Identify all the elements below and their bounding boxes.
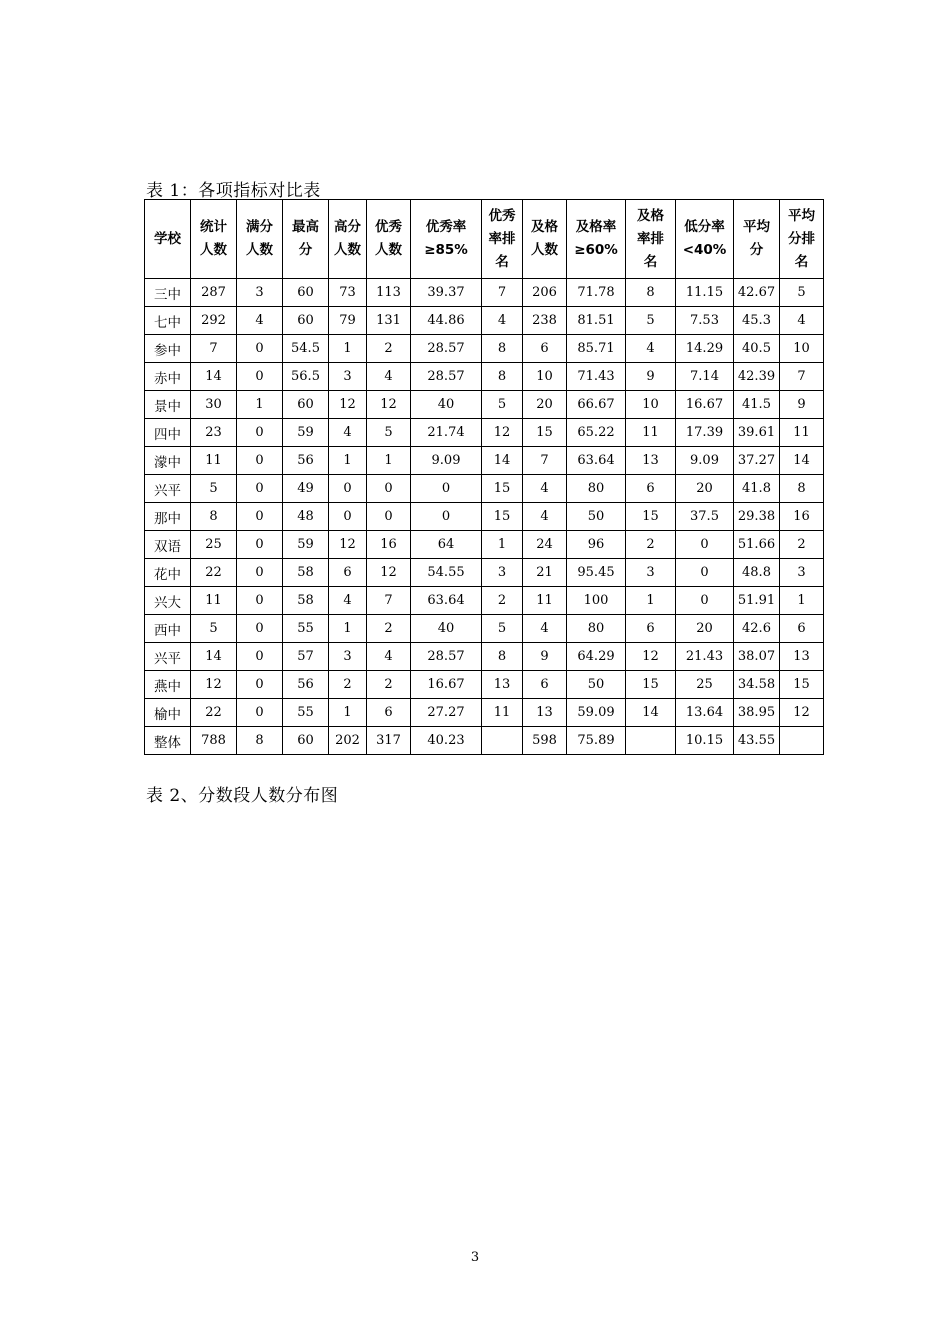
table-cell: 0 <box>237 475 283 503</box>
page-number: 3 <box>470 1250 480 1265</box>
table-cell: 50 <box>567 671 626 699</box>
table-cell: 287 <box>191 279 237 307</box>
table-cell: 0 <box>367 503 411 531</box>
table-cell: 0 <box>676 559 734 587</box>
table-cell: 66.67 <box>567 391 626 419</box>
table-cell: 7 <box>780 363 824 391</box>
table-cell: 60 <box>283 307 329 335</box>
table-cell: 75.89 <box>567 727 626 755</box>
table-cell <box>780 727 824 755</box>
table-row <box>145 671 824 699</box>
table-cell: 11 <box>626 419 676 447</box>
school-name-cell: 七中 <box>145 307 191 335</box>
table-cell: 202 <box>329 727 367 755</box>
table-cell: 8 <box>626 279 676 307</box>
table-cell: 20 <box>676 475 734 503</box>
table-cell: 3 <box>329 643 367 671</box>
table-cell: 10 <box>523 363 567 391</box>
table-cell: 54.55 <box>411 559 482 587</box>
table-cell: 9.09 <box>411 447 482 475</box>
table-cell: 5 <box>191 475 237 503</box>
table-cell: 1 <box>329 447 367 475</box>
table-cell: 59.09 <box>567 699 626 727</box>
table-cell: 16 <box>367 531 411 559</box>
table-cell: 4 <box>482 307 523 335</box>
table-cell: 4 <box>523 475 567 503</box>
table-cell: 11 <box>780 419 824 447</box>
table-cell: 56.5 <box>283 363 329 391</box>
school-name-cell: 燕中 <box>145 671 191 699</box>
table-cell: 598 <box>523 727 567 755</box>
table-cell: 42.67 <box>734 279 780 307</box>
table-cell: 0 <box>411 503 482 531</box>
table-cell: 0 <box>676 531 734 559</box>
school-name-cell: 兴平 <box>145 643 191 671</box>
column-header: 优秀 率排 名 <box>482 200 523 279</box>
table-cell: 0 <box>329 503 367 531</box>
school-name-cell: 景中 <box>145 391 191 419</box>
table-cell: 63.64 <box>567 447 626 475</box>
table-row <box>145 307 824 335</box>
table-cell: 25 <box>191 531 237 559</box>
table2-caption: 表 2、分数段人数分布图 <box>146 786 339 806</box>
table-cell: 45.3 <box>734 307 780 335</box>
table-cell: 59 <box>283 531 329 559</box>
table-cell: 54.5 <box>283 335 329 363</box>
table-cell: 4 <box>523 503 567 531</box>
school-name-cell: 参中 <box>145 335 191 363</box>
table-cell: 49 <box>283 475 329 503</box>
table-cell: 317 <box>367 727 411 755</box>
column-header: 满分 人数 <box>237 200 283 279</box>
school-name-cell: 花中 <box>145 559 191 587</box>
table-cell: 15 <box>626 671 676 699</box>
table-cell: 5 <box>482 391 523 419</box>
table-cell: 8 <box>237 727 283 755</box>
table-row <box>145 335 824 363</box>
table-cell: 5 <box>482 615 523 643</box>
table-cell: 0 <box>237 559 283 587</box>
school-name-cell: 赤中 <box>145 363 191 391</box>
table-cell: 2 <box>780 531 824 559</box>
table-cell: 2 <box>367 671 411 699</box>
table-cell: 24 <box>523 531 567 559</box>
table-cell: 12 <box>780 699 824 727</box>
table-cell: 95.45 <box>567 559 626 587</box>
table-cell: 6 <box>523 671 567 699</box>
table-cell: 6 <box>523 335 567 363</box>
table-row <box>145 587 824 615</box>
table-row <box>145 363 824 391</box>
table-cell: 14 <box>191 363 237 391</box>
table-cell: 65.22 <box>567 419 626 447</box>
school-name-cell: 榆中 <box>145 699 191 727</box>
table-cell: 6 <box>367 699 411 727</box>
table-cell: 4 <box>367 363 411 391</box>
table-row <box>145 615 824 643</box>
school-name-cell: 三中 <box>145 279 191 307</box>
table-cell: 15 <box>482 475 523 503</box>
table-cell: 29.38 <box>734 503 780 531</box>
table-cell: 28.57 <box>411 363 482 391</box>
table-cell: 0 <box>237 699 283 727</box>
table-cell: 0 <box>237 503 283 531</box>
table-cell <box>482 727 523 755</box>
table-cell: 7.53 <box>676 307 734 335</box>
table-cell: 73 <box>329 279 367 307</box>
table-cell: 59 <box>283 419 329 447</box>
table-cell: 38.95 <box>734 699 780 727</box>
table1-caption: 表 1：各项指标对比表 <box>146 181 321 201</box>
table-cell: 2 <box>367 335 411 363</box>
table-cell: 6 <box>329 559 367 587</box>
table-cell: 1 <box>780 587 824 615</box>
table-cell: 79 <box>329 307 367 335</box>
table-cell: 13.64 <box>676 699 734 727</box>
table-cell: 60 <box>283 391 329 419</box>
table-cell: 4 <box>780 307 824 335</box>
table-cell: 55 <box>283 699 329 727</box>
table-cell: 8 <box>482 363 523 391</box>
table-cell: 60 <box>283 279 329 307</box>
table-cell: 7 <box>482 279 523 307</box>
table-cell: 10 <box>626 391 676 419</box>
table-cell: 48 <box>283 503 329 531</box>
table-cell: 44.86 <box>411 307 482 335</box>
table-cell: 7 <box>523 447 567 475</box>
table-cell: 0 <box>329 475 367 503</box>
table-cell: 14 <box>780 447 824 475</box>
table-row <box>145 699 824 727</box>
table-cell: 8 <box>482 335 523 363</box>
table-cell: 30 <box>191 391 237 419</box>
table-cell: 3 <box>626 559 676 587</box>
table-cell: 21 <box>523 559 567 587</box>
table-cell: 20 <box>523 391 567 419</box>
column-header: 高分 人数 <box>329 200 367 279</box>
table-cell: 5 <box>191 615 237 643</box>
table-cell: 40.5 <box>734 335 780 363</box>
school-name-cell: 兴大 <box>145 587 191 615</box>
table-cell: 27.27 <box>411 699 482 727</box>
table-body <box>145 279 824 755</box>
table-cell: 11 <box>482 699 523 727</box>
table-cell: 3 <box>780 559 824 587</box>
table-cell: 17.39 <box>676 419 734 447</box>
table-row <box>145 447 824 475</box>
table-cell: 50 <box>567 503 626 531</box>
table-cell: 0 <box>237 587 283 615</box>
table-cell: 0 <box>237 335 283 363</box>
school-name-cell: 四中 <box>145 419 191 447</box>
table-cell: 11.15 <box>676 279 734 307</box>
table-cell: 7 <box>191 335 237 363</box>
table-cell: 16 <box>780 503 824 531</box>
column-header: 优秀率 ≥85% <box>411 200 482 279</box>
column-header: 优秀 人数 <box>367 200 411 279</box>
table-cell: 55 <box>283 615 329 643</box>
school-name-cell: 整体 <box>145 727 191 755</box>
table-cell: 12 <box>367 559 411 587</box>
table-cell: 16.67 <box>676 391 734 419</box>
table-cell: 40 <box>411 391 482 419</box>
table-cell: 41.5 <box>734 391 780 419</box>
table-cell: 11 <box>191 587 237 615</box>
table-cell: 1 <box>329 699 367 727</box>
table-cell: 4 <box>329 419 367 447</box>
table-cell: 7.14 <box>676 363 734 391</box>
column-header: 及格 率排 名 <box>626 200 676 279</box>
table-cell: 8 <box>780 475 824 503</box>
column-header: 学校 <box>145 200 191 279</box>
table-cell: 56 <box>283 447 329 475</box>
table-cell: 13 <box>626 447 676 475</box>
table-cell: 39.37 <box>411 279 482 307</box>
table-cell: 42.6 <box>734 615 780 643</box>
table-cell: 2 <box>482 587 523 615</box>
table-cell: 20 <box>676 615 734 643</box>
table-cell: 41.8 <box>734 475 780 503</box>
table-cell: 10 <box>780 335 824 363</box>
table-cell: 4 <box>329 587 367 615</box>
table-cell: 3 <box>329 363 367 391</box>
table-cell: 39.61 <box>734 419 780 447</box>
table-cell: 2 <box>626 531 676 559</box>
table-row <box>145 727 824 755</box>
table-cell: 9 <box>626 363 676 391</box>
table-cell: 28.57 <box>411 335 482 363</box>
table-cell: 14 <box>191 643 237 671</box>
school-name-cell: 双语 <box>145 531 191 559</box>
table-cell: 51.66 <box>734 531 780 559</box>
table-cell: 57 <box>283 643 329 671</box>
table-cell: 13 <box>482 671 523 699</box>
table-cell: 0 <box>367 475 411 503</box>
table-cell: 21.43 <box>676 643 734 671</box>
table-cell: 81.51 <box>567 307 626 335</box>
table-row <box>145 475 824 503</box>
table-cell: 80 <box>567 615 626 643</box>
table-cell: 238 <box>523 307 567 335</box>
table-cell: 63.64 <box>411 587 482 615</box>
column-header: 平均 分 <box>734 200 780 279</box>
table-cell: 56 <box>283 671 329 699</box>
table-cell: 131 <box>367 307 411 335</box>
table-cell: 0 <box>237 363 283 391</box>
table-cell: 34.58 <box>734 671 780 699</box>
table-cell: 21.74 <box>411 419 482 447</box>
table-cell: 1 <box>237 391 283 419</box>
table-cell: 1 <box>329 615 367 643</box>
table-cell: 292 <box>191 307 237 335</box>
table-cell: 14 <box>626 699 676 727</box>
table-cell: 48.8 <box>734 559 780 587</box>
table-cell: 38.07 <box>734 643 780 671</box>
table-cell: 3 <box>237 279 283 307</box>
table-row <box>145 531 824 559</box>
table-cell: 5 <box>626 307 676 335</box>
table-cell: 4 <box>626 335 676 363</box>
table-cell: 2 <box>329 671 367 699</box>
table-cell: 22 <box>191 699 237 727</box>
table-cell: 96 <box>567 531 626 559</box>
table-cell: 0 <box>676 587 734 615</box>
column-header: 及格率 ≥60% <box>567 200 626 279</box>
table-row <box>145 391 824 419</box>
column-header: 统计 人数 <box>191 200 237 279</box>
school-name-cell: 兴平 <box>145 475 191 503</box>
column-header: 低分率 <40% <box>676 200 734 279</box>
table-cell: 40.23 <box>411 727 482 755</box>
table-cell: 2 <box>367 615 411 643</box>
table-cell: 13 <box>523 699 567 727</box>
table-cell: 15 <box>780 671 824 699</box>
table-cell: 0 <box>237 615 283 643</box>
table-cell: 25 <box>676 671 734 699</box>
table-cell: 15 <box>626 503 676 531</box>
table-cell: 12 <box>367 391 411 419</box>
table-cell: 12 <box>329 391 367 419</box>
table-cell: 5 <box>780 279 824 307</box>
table-cell: 10.15 <box>676 727 734 755</box>
table-cell: 37.27 <box>734 447 780 475</box>
table-cell: 40 <box>411 615 482 643</box>
table-cell: 23 <box>191 419 237 447</box>
table-cell: 7 <box>367 587 411 615</box>
table-row <box>145 419 824 447</box>
table-cell: 16.67 <box>411 671 482 699</box>
table-cell: 1 <box>329 335 367 363</box>
comparison-table <box>144 199 824 755</box>
table-cell: 43.55 <box>734 727 780 755</box>
table-row <box>145 503 824 531</box>
table-cell: 9 <box>780 391 824 419</box>
table-cell: 37.5 <box>676 503 734 531</box>
table-cell: 14 <box>482 447 523 475</box>
table-cell: 80 <box>567 475 626 503</box>
table-cell: 58 <box>283 559 329 587</box>
table-cell: 51.91 <box>734 587 780 615</box>
table-cell: 206 <box>523 279 567 307</box>
school-name-cell: 那中 <box>145 503 191 531</box>
table-cell: 6 <box>780 615 824 643</box>
table-row <box>145 643 824 671</box>
table-cell: 11 <box>191 447 237 475</box>
school-name-cell: 西中 <box>145 615 191 643</box>
table-row <box>145 559 824 587</box>
table-cell: 0 <box>237 419 283 447</box>
table-cell: 58 <box>283 587 329 615</box>
table-cell: 4 <box>367 643 411 671</box>
table-cell: 0 <box>237 531 283 559</box>
table-cell: 15 <box>482 503 523 531</box>
table-cell: 9 <box>523 643 567 671</box>
table-cell: 64 <box>411 531 482 559</box>
table-cell: 12 <box>482 419 523 447</box>
table-cell: 12 <box>329 531 367 559</box>
column-header: 及格 人数 <box>523 200 567 279</box>
table-cell: 0 <box>411 475 482 503</box>
table-cell: 5 <box>367 419 411 447</box>
table-cell: 1 <box>367 447 411 475</box>
table-cell: 60 <box>283 727 329 755</box>
table-cell: 64.29 <box>567 643 626 671</box>
school-name-cell: 濛中 <box>145 447 191 475</box>
table-cell: 12 <box>191 671 237 699</box>
table-cell <box>626 727 676 755</box>
table-cell: 13 <box>780 643 824 671</box>
table-cell: 11 <box>523 587 567 615</box>
table-cell: 71.43 <box>567 363 626 391</box>
table-cell: 0 <box>237 447 283 475</box>
table-cell: 4 <box>237 307 283 335</box>
table-cell: 6 <box>626 615 676 643</box>
column-header: 最高 分 <box>283 200 329 279</box>
table-cell: 113 <box>367 279 411 307</box>
table-cell: 42.39 <box>734 363 780 391</box>
table-cell: 0 <box>237 643 283 671</box>
table-cell: 3 <box>482 559 523 587</box>
table-cell: 788 <box>191 727 237 755</box>
table-cell: 8 <box>482 643 523 671</box>
table-cell: 15 <box>523 419 567 447</box>
column-header: 平均 分排 名 <box>780 200 824 279</box>
table-cell: 1 <box>482 531 523 559</box>
table-cell: 28.57 <box>411 643 482 671</box>
table-cell: 9.09 <box>676 447 734 475</box>
table-header-row <box>145 200 824 279</box>
table-cell: 71.78 <box>567 279 626 307</box>
table-cell: 8 <box>191 503 237 531</box>
table-cell: 85.71 <box>567 335 626 363</box>
table-cell: 22 <box>191 559 237 587</box>
table-cell: 0 <box>237 671 283 699</box>
table-cell: 14.29 <box>676 335 734 363</box>
table-cell: 1 <box>626 587 676 615</box>
table-row <box>145 279 824 307</box>
table-cell: 4 <box>523 615 567 643</box>
table-cell: 6 <box>626 475 676 503</box>
table-cell: 12 <box>626 643 676 671</box>
table-cell: 100 <box>567 587 626 615</box>
